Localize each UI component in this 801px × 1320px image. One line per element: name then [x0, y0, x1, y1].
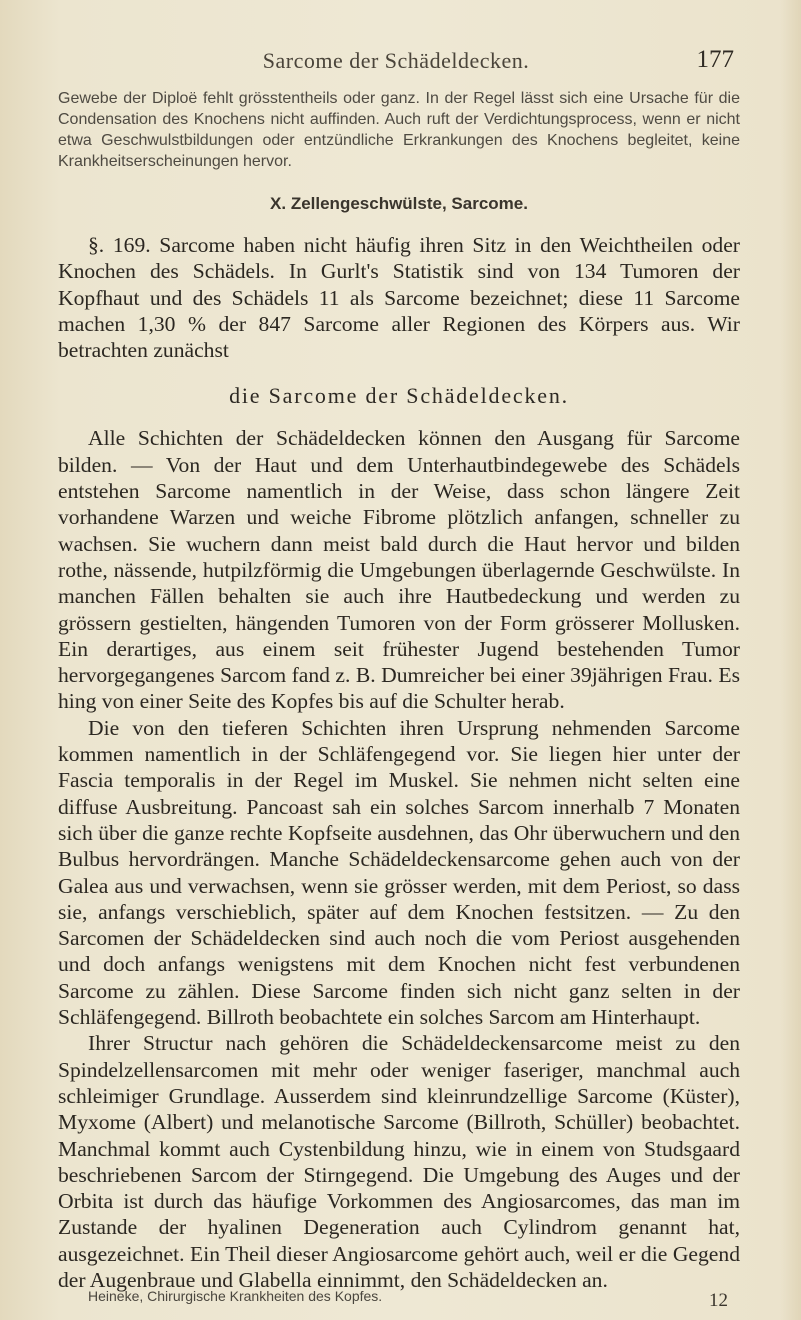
page-footer [88, 1288, 728, 1312]
section-heading: X. Zellengeschwülste, Sarcome. [270, 194, 528, 213]
subheading: die Sarcome der Schädeldecken. [229, 383, 569, 409]
footer-source: Heineke, Chirurgische Krankheiten des Kopfes. [88, 1288, 383, 1304]
signature-mark: 12 [709, 1290, 728, 1311]
paragraph-layers: Alle Schichten der Schädeldecken können den Ausgang für Sarcome bilden. — Von der Haut und dem Unterhautbindegewebe des Schädels entstehen Sarcome namentlich in der Weise, dass schon längere Zeit vorhandene Warzen und weiche Fibrome plötzlich anfangen, schneller zu wachsen. Sie wuchern dann meist bald durch die Haut hervor und bilden rothe, nässende, hutpilzförmig die Umgebungen überlagernde Geschwülste. In manchen Fällen behalten sie auch ihre Hautbedeckung und werden zu grössern gestielten, hängenden Tumoren von der Form grösserer Mollusken. Ein derartiges, aus einem seit frühester Jugend bestehenden Tumor hervorgegangenes Sarcom fand z. B. Dumreicher bei einer 39jährigen Frau. Es hing von einer Seite des Kopfes bis auf die Schulter herab. [58, 426, 740, 714]
page-content [58, 88, 740, 1293]
paragraph-deeper-layers: Die von den tieferen Schichten ihren Ursprung nehmenden Sarcome kommen namentlich in der Schläfengegend vor. Sie liegen hier unter der Fascia temporalis in der Regel im Muskel. Sie nehmen nicht selten eine diffuse Ausbreitung. Pancoast sah ein solches Sarcom innerhalb 7 Monaten sich über die ganze rechte Kopfseite ausdehnen, das Ohr überwuchern und den Bulbus hervordrängen. Manche Schädeldeckensarcome gehen auch von der Galea aus und verwachsen, wenn sie grösser werden, mit dem Periost, so dass sie, anfangs verschieblich, später auf dem Knochen festsitzen. — Zu den Sarcomen der Schädeldecken sind auch noch die vom Periost ausgehenden und doch anfangs wenigstens mit dem Knochen nicht fest verbundenen Sarcome zu zählen. Diese Sarcome finden sich nicht ganz selten in der Schläfengegend. Billroth beobachtete ein solches Sarcom am Hinterhaupt. [58, 715, 740, 1030]
running-title: Sarcome der Schädeldecken. [262, 48, 530, 73]
intro-paragraph: Gewebe der Diploë fehlt grösstentheils oder ganz. In der Regel lässt sich eine Ursache für die Condensation des Knochens nicht auffinden. Auch ruft der Verdichtungsprocess, wenn er nicht etwa Geschwulstbildungen oder entzündliche Erkrankungen des Knochens begleitet, keine Krankheitserscheinungen hervor. [58, 90, 740, 170]
paragraph-169: §. 169. Sarcome haben nicht häufig ihren Sitz in den Weichtheilen oder Knochen des Schädels. In Gurlt's Statistik sind von 134 Tumoren der Kopfhaut und des Schädels 11 als Sarcome bezeichnet; diese 11 Sarcome machen 1,30 % der 847 Sarcome aller Regionen des Körpers aus. Wir betrachten zunächst [58, 233, 740, 363]
page-header [70, 46, 734, 76]
paragraph-structure: Ihrer Structur nach gehören die Schädeldeckensarcome meist zu den Spindelzellensarcomen mit mehr oder weniger faseriger, manchmal auch schleimiger Grundlage. Ausserdem sind kleinrundzellige Sarcome (Küster), Myxome (Albert) und melanotische Sarcome (Billroth, Schüller) beobachtet. Manchmal kommt auch Cystenbildung hinzu, wie in einem von Studsgaard beschriebenen Sarcom der Stirngegend. Die Umgebung des Auges und der Orbita ist durch das häufige Vorkommen des Angiosarcomes, das man im Zustande der hyalinen Degeneration auch Cylindrom genannt hat, ausgezeichnet. Ein Theil dieser Angiosarcome gehört auch, weil er die Gegend der Augenbraue und Glabella einnimmt, den Schädeldecken an. [58, 1031, 740, 1292]
page-number: 177 [696, 46, 734, 73]
